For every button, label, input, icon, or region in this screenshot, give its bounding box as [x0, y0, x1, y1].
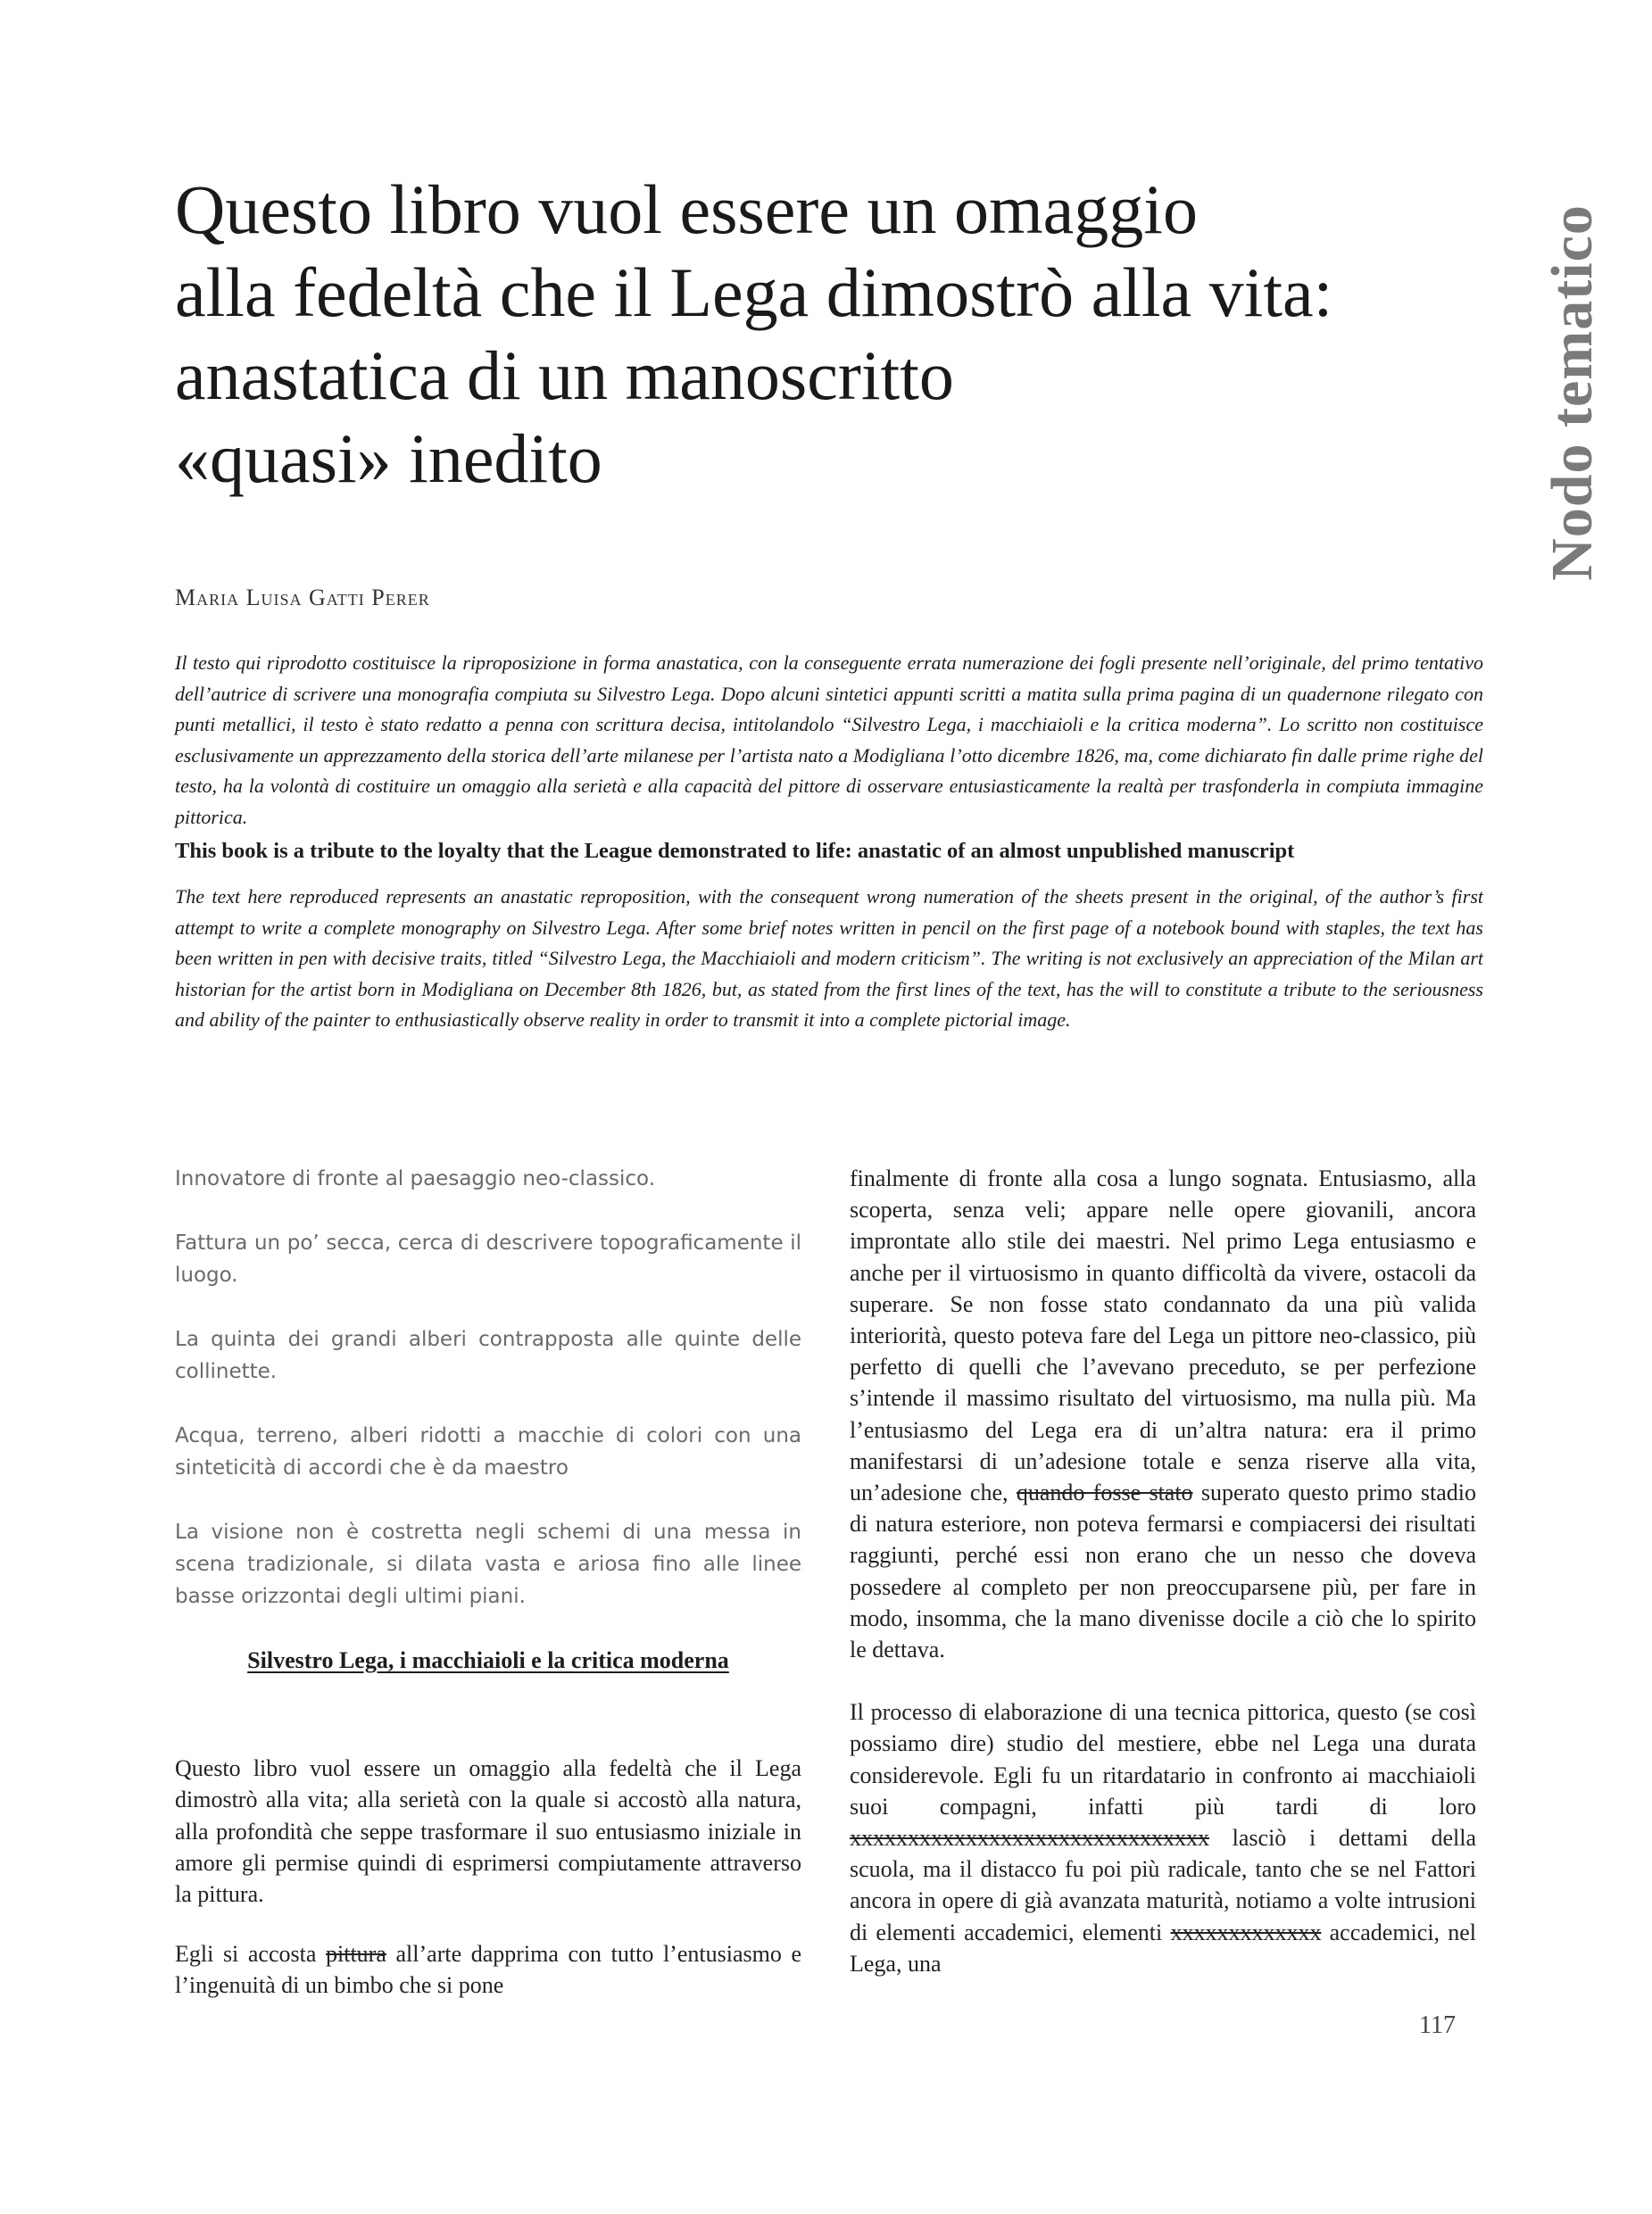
manuscript-note: Fattura un po’ secca, cerca di descrivere topograficamente il luogo.	[175, 1231, 801, 1287]
title-line: anastatica di un manoscritto	[175, 336, 954, 414]
body-paragraph	[850, 1163, 1476, 1665]
title-line: Questo libro vuol essere un omaggio	[175, 170, 1198, 248]
title-line: «quasi» inedito	[175, 419, 602, 497]
text-run: Egli si accosta	[175, 1941, 327, 1968]
manuscript-note: La visione non è costretta negli schemi di una messa in scena tradizionale, si dilata vasta e ariosa fino alle linee basse orizzontai degli ultimi piani.	[175, 1521, 801, 1608]
body-paragraph	[175, 1938, 801, 2001]
section-side-label	[1537, 205, 1608, 580]
struck-word: xxxxxxxxxxxxx	[1170, 1919, 1322, 1945]
struck-word: quando fosse stato	[1016, 1480, 1193, 1506]
left-column	[175, 1163, 801, 2002]
side-tab-text: Nodo tematico	[1540, 204, 1605, 581]
manuscript-note: La quinta dei grandi alberi contrapposta alle quinte delle collinette.	[175, 1328, 801, 1383]
english-title: This book is a tribute to the loyalty that the League demonstrated to life: anastatic of an almost unpublished manuscript	[175, 839, 1295, 863]
section-heading: Silvestro Lega, i macchiaioli e la critica moderna	[247, 1647, 729, 1673]
manuscript-note: Acqua, terreno, alberi ridotti a macchie di colori con una sinteticità di accordi che è da maestro	[175, 1424, 801, 1480]
text-run: accademici, nel Lega, una	[850, 1919, 1476, 1977]
text-run: all’arte dapprima con tutto l’entusiasmo e l’ingenuità di un bimbo che si pone	[175, 1941, 801, 1999]
manuscript-note: Innovatore di fronte al paesaggio neo-classico.	[175, 1167, 656, 1190]
body-paragraph: Questo libro vuol essere un omaggio alla fedeltà che il Lega dimostrò alla vita; alla serietà con la quale si accostò alla natura, alla profondità che seppe trasformare il suo entusiasmo iniziale in amore gli permise quindi di esprimersi compiutamente attraverso la pittura.	[175, 1755, 801, 1908]
text-run: finalmente di fronte alla cosa a lungo sognata. Entusiasmo, alla scoperta, senza veli; appare nelle opere giovanili, ancora improntate allo stile dei maestri. Nel primo Lega entusiasmo e anche per il virtuosismo in quanto difficoltà da vivere, ostacoli da superare. Se non fosse stato condannato da una più valida interiorità, questo poteva fare del Lega un pittore neo-classico, più perfetto di quelli che l’avevano preceduto, se per perfezione s’intende il massimo risultato del virtuosismo, ma nulla più. Ma l’entusiasmo del Lega era di un’altra natura: era il primo manifestarsi di un’adesione totale e senza riserve alla vita, un’adesione che,	[850, 1165, 1476, 1506]
struck-word: pittura	[326, 1941, 386, 1968]
author-name: Maria Luisa Gatti Perer	[175, 585, 430, 610]
right-column	[850, 1163, 1476, 1979]
abstract-english: The text here reproduced represents an anastatic reproposition, with the consequent wrong numeration of the sheets present in the original, of the author’s first attempt to write a complete monography on Silvestro Lega. After some brief notes written in pencil on the first page of a notebook bound with staples, the text has been written in pen with decisive traits, titled “Silvestro Lega, the Macchiaioli and modern criticism”. The writing is not exclusively an appreciation of the Milan art historian for the artist born in Modigliana on December 8th 1826, but, as stated from the first lines of the text, has the will to constitute a tribute to the seriousness and ability of the painter to enthusiastically observe reality in order to transmit it into a complete pictorial image.	[175, 885, 1483, 1031]
body-paragraph	[850, 1696, 1476, 1979]
page-number: 117	[1419, 2011, 1456, 2039]
text-run: lasciò i dettami della scuola, ma il distacco fu poi più radicale, tanto che se nel Fattori ancora in opere di già avanzata maturità, notiamo a volte intrusioni di elementi accademici, elementi	[850, 1825, 1476, 1945]
article-title	[175, 168, 1496, 500]
text-run: superato questo primo stadio di natura esteriore, non poteva fermarsi e compiacersi dei risultati raggiunti, perché essi non erano che un nesso che doveva possedere al completo per non preoccuparsene più, per fare in modo, insomma, che la mano divenisse docile a ciò che lo spirito le dettava.	[850, 1480, 1476, 1663]
abstract-italian: Il testo qui riprodotto costituisce la riproposizione in forma anastatica, con la conseguente errata numerazione dei fogli presente nell’originale, del primo tentativo dell’autrice di scrivere una monografia compiuta su Silvestro Lega. Dopo alcuni sintetici appunti scritti a matita sulla prima pagina di un quadernone rilegato con punti metallici, il testo è stato redatto a penna con scrittura decisa, intitolandolo “Silvestro Lega, i macchiaioli e la critica moderna”. Lo scritto non costituisce esclusivamente un apprezzamento della storica dell’arte milanese per l’artista nato a Modigliana l’otto dicembre 1826, ma, come dichiarato fin dalle prime righe del testo, ha la volontà di costituire un omaggio alla serietà e alla capacità del pittore di osservare entusiasticamente la realtà per trasfonderla in compiuta immagine pittorica.	[175, 651, 1483, 828]
struck-word: xxxxxxxxxxxxxxxxxxxxxxxxxxxxxxx	[850, 1825, 1209, 1852]
title-line: alla fedeltà che il Lega dimostrò alla vita:	[175, 253, 1333, 331]
text-run: Il processo di elaborazione di una tecnica pittorica, questo (se così possiamo dire) studio del mestiere, ebbe nel Lega una durata considerevole. Egli fu un ritardatario in confronto ai macchiaioli suoi compagni, infatti più tardi di loro	[850, 1699, 1476, 1820]
